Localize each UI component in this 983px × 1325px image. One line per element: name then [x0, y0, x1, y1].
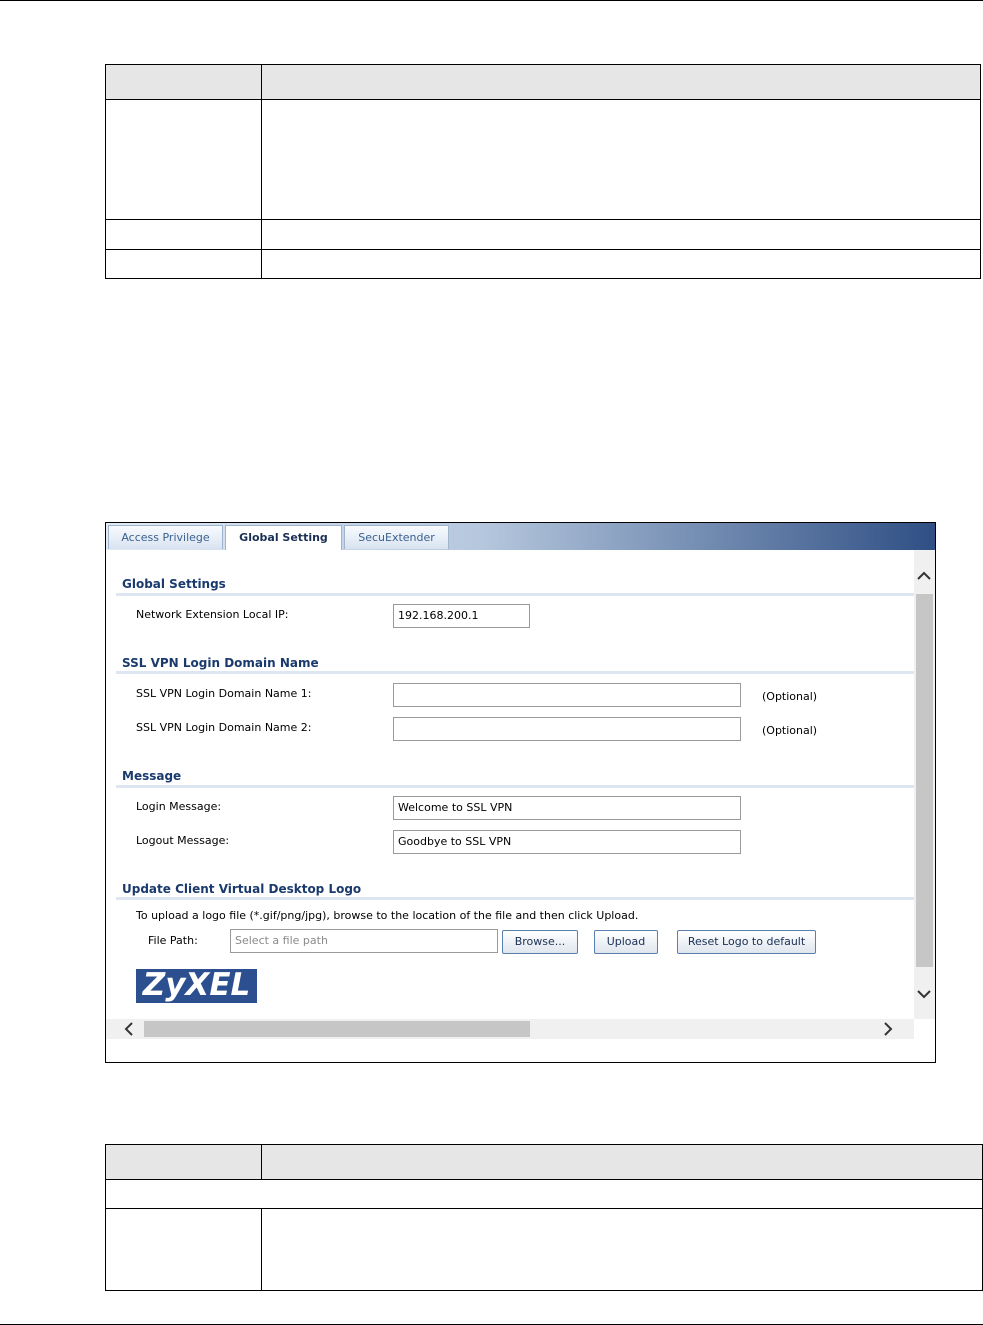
section-divider	[116, 671, 914, 674]
global-settings-title: Global Settings	[122, 577, 226, 591]
browse-button[interactable]: Browse...	[502, 930, 578, 954]
domain-name-1-input[interactable]	[393, 683, 741, 707]
scroll-up-icon[interactable]	[916, 568, 932, 584]
section-divider	[116, 785, 914, 788]
tab-secuextender[interactable]: SecuExtender	[344, 525, 449, 549]
zyxel-logo	[136, 969, 257, 1003]
upload-button[interactable]: Upload	[594, 930, 658, 954]
table-row	[106, 1209, 983, 1291]
vertical-scroll-thumb[interactable]	[916, 594, 933, 967]
section-divider	[116, 593, 914, 596]
scroll-down-icon[interactable]	[916, 986, 932, 1002]
reset-logo-button[interactable]: Reset Logo to default	[677, 930, 816, 954]
file-path-label: File Path:	[148, 934, 198, 947]
screen-footer-strip	[106, 1039, 935, 1062]
domain-name-2-input[interactable]	[393, 717, 741, 741]
tab-global-setting[interactable]: Global Setting	[225, 525, 342, 550]
logo-section-title: Update Client Virtual Desktop Logo	[122, 882, 362, 896]
page-top-rule	[0, 0, 983, 1]
table-row	[106, 1180, 983, 1209]
domain-name-title: SSL VPN Login Domain Name	[122, 656, 319, 670]
logout-message-label: Logout Message:	[136, 834, 230, 847]
login-message-label: Login Message:	[136, 800, 222, 813]
domain-name-2-optional-hint: (Optional)	[762, 724, 818, 737]
logo-upload-instruction: To upload a logo file (*.gif/png/jpg), browse to the location of the file and then click Upload.	[136, 909, 639, 922]
domain-name-2-label: SSL VPN Login Domain Name 2:	[136, 721, 312, 734]
scroll-right-icon[interactable]	[880, 1021, 896, 1037]
section-divider	[116, 897, 914, 900]
network-extension-label: Network Extension Local IP:	[136, 608, 289, 621]
message-title: Message	[122, 769, 182, 783]
network-extension-ip-input[interactable]: 192.168.200.1	[393, 604, 530, 628]
logout-message-input[interactable]: Goodbye to SSL VPN	[393, 830, 741, 854]
settings-panel	[106, 550, 914, 1019]
tab-bar	[106, 523, 935, 550]
domain-name-1-optional-hint: (Optional)	[762, 690, 818, 703]
domain-name-1-label: SSL VPN Login Domain Name 1:	[136, 687, 312, 700]
horizontal-scroll-thumb[interactable]	[144, 1021, 530, 1037]
table-header-row	[106, 1145, 983, 1180]
vertical-scrollbar[interactable]	[914, 550, 935, 1019]
login-message-input[interactable]: Welcome to SSL VPN	[393, 796, 741, 820]
zyxel-logo-text: ZyXEL	[142, 967, 251, 1003]
table-row	[106, 100, 981, 220]
top-doc-table	[105, 64, 981, 279]
ssl-vpn-global-setting-screen	[105, 522, 936, 1063]
tab-access-privilege[interactable]: Access Privilege	[108, 525, 223, 549]
scroll-left-icon[interactable]	[121, 1021, 137, 1037]
horizontal-scrollbar[interactable]	[106, 1019, 914, 1039]
bottom-doc-table	[105, 1144, 983, 1291]
table-header-row	[106, 65, 981, 100]
table-row	[106, 250, 981, 279]
file-path-input[interactable]: Select a file path	[230, 929, 498, 953]
table-row	[106, 220, 981, 250]
